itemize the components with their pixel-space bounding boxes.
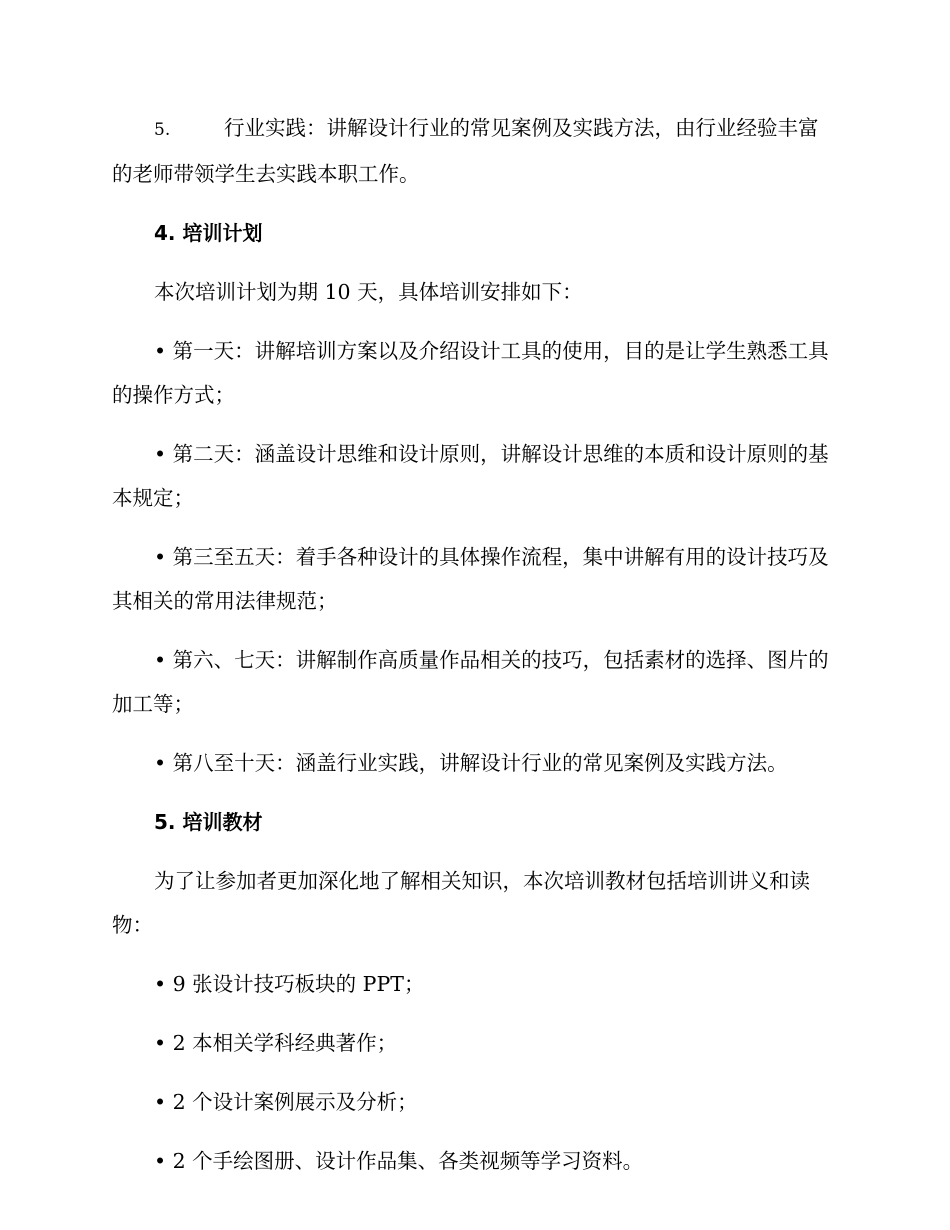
material-item-ppt: • 9 张设计技巧板块的 PPT；: [154, 972, 425, 996]
document-page: [112, 106, 838, 1198]
item-number: 5.: [154, 120, 171, 140]
plan-item-day6-7: • 第六、七天：讲解制作高质量作品相关的技巧，包括素材的选择、图片的加工等；: [112, 648, 829, 716]
plan-intro: 本次培训计划为期 10 天，具体培训安排如下：: [154, 280, 583, 304]
plan-item-day8-10: • 第八至十天：涵盖行业实践，讲解设计行业的常见案例及实践方法。: [154, 751, 788, 775]
plan-item-day3-5: • 第三至五天：着手各种设计的具体操作流程，集中讲解有用的设计技巧及其相关的常用法律规范；: [112, 545, 829, 613]
list-item-5: [112, 106, 838, 196]
plan-item-day1: • 第一天：讲解培训方案以及介绍设计工具的使用，目的是让学生熟悉工具的操作方式；: [112, 339, 829, 407]
material-item-cases: • 2 个设计案例展示及分析；: [154, 1090, 418, 1114]
section-heading-4: 4. 培训计划: [154, 221, 263, 245]
section-heading-5: 5. 培训教材: [154, 810, 263, 834]
material-item-resources: • 2 个手绘图册、设计作品集、各类视频等学习资料。: [154, 1149, 644, 1173]
material-intro: 为了让参加者更加深化地了解相关知识，本次培训教材包括培训讲义和读物：: [112, 869, 810, 937]
material-item-books: • 2 本相关学科经典著作；: [154, 1031, 398, 1055]
item-text: 行业实践：讲解设计行业的常见案例及实践方法，由行业经验丰富的老师带领学生去实践本职工作。: [112, 116, 819, 186]
plan-item-day2: • 第二天：涵盖设计思维和设计原则，讲解设计思维的本质和设计原则的基本规定；: [112, 442, 829, 510]
